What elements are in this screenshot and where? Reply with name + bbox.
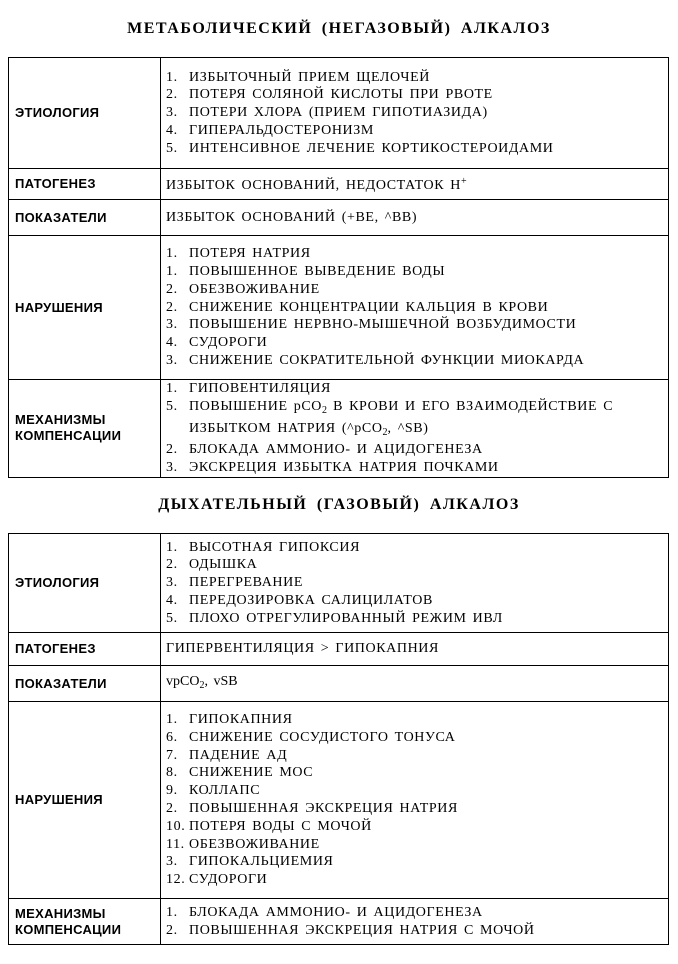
list-item: 2. СНИЖЕНИЕ КОНЦЕНТРАЦИИ КАЛЬЦИЯ В КРОВИ: [166, 299, 549, 315]
metabolic-alkalosis-table: [8, 57, 669, 478]
list-item: 5. ПЛОХО ОТРЕГУЛИРОВАННЫЙ РЕЖИМ ИВЛ: [166, 610, 503, 626]
list-item: 4. ПЕРЕДОЗИРОВКА САЛИЦИЛАТОВ: [166, 592, 433, 608]
list-item: 2. ПОВЫШЕННАЯ ЭКСКРЕЦИЯ НАТРИЯ С МОЧОЙ: [166, 922, 535, 938]
list-item: 1. ГИПОВЕНТИЛЯЦИЯ: [166, 381, 331, 396]
list-item: 5. ИНТЕНСИВНОЕ ЛЕЧЕНИЕ КОРТИКОСТЕРОИДАМИ: [166, 140, 554, 156]
table-row: [9, 200, 669, 236]
list-item: 1. ПОВЫШЕННОЕ ВЫВЕДЕНИЕ ВОДЫ: [166, 264, 446, 279]
etiology-list: [161, 58, 669, 169]
list-item: 9. КОЛЛАПС: [166, 783, 261, 799]
row-label-compensation: МЕХАНИЗМЫ КОМПЕНСАЦИИ: [9, 380, 161, 478]
list-item: 3. ПОТЕРИ ХЛОРА (ПРИЕМ ГИПОТИАЗИДА): [166, 105, 488, 121]
list-item: 6. СНИЖЕНИЕ СОСУДИСТОГО ТОНУСА: [166, 729, 456, 745]
indicators-text: ИЗБЫТОК ОСНОВАНИЙ (+BE, ^BB): [161, 200, 669, 236]
table-row: [9, 666, 669, 702]
table-row: [9, 380, 669, 478]
pathogenesis-text: ГИПЕРВЕНТИЛЯЦИЯ > ГИПОКАПНИЯ: [161, 633, 669, 666]
row-label-disorders: НАРУШЕНИЯ: [9, 702, 161, 899]
list-item: 3. ЭКСКРЕЦИЯ ИЗБЫТКА НАТРИЯ ПОЧКАМИ: [166, 460, 499, 476]
row-label-etiology: ЭТИОЛОГИЯ: [9, 58, 161, 169]
list-item: 1. ПОТЕРЯ НАТРИЯ: [166, 246, 311, 262]
pathogenesis-text: ИЗБЫТОК ОСНОВАНИЙ, НЕДОСТАТОК Н+: [161, 169, 669, 200]
list-item: 1. ИЗБЫТОЧНЫЙ ПРИЕМ ЩЕЛОЧЕЙ: [166, 69, 430, 85]
list-item: 10. ПОТЕРЯ ВОДЫ С МОЧОЙ: [166, 818, 372, 834]
table-row: [9, 702, 669, 899]
list-item: 2. ПОТЕРЯ СОЛЯНОЙ КИСЛОТЫ ПРИ РВОТЕ: [166, 87, 493, 103]
list-item: 12. СУДОРОГИ: [166, 872, 268, 888]
compensation-list: [161, 899, 669, 945]
row-label-pathogenesis: ПАТОГЕНЕЗ: [9, 169, 161, 200]
table-row: [9, 899, 669, 945]
list-item: 2. ОДЫШКА: [166, 557, 258, 573]
respiratory-alkalosis-title: ДЫХАТЕЛЬНЫЙ (ГАЗОВЫЙ) АЛКАЛОЗ: [158, 496, 520, 513]
table-row: [9, 534, 669, 633]
etiology-list: [161, 534, 669, 633]
list-item: 3. ГИПОКАЛЬЦИЕМИЯ: [166, 854, 334, 870]
list-item: 2. БЛОКАДА АММОНИО- И АЦИДОГЕНЕЗА: [166, 442, 483, 458]
list-item: 3. ПЕРЕГРЕВАНИЕ: [166, 575, 303, 591]
list-item: 7. ПАДЕНИЕ АД: [166, 747, 288, 763]
row-label-pathogenesis: ПАТОГЕНЕЗ: [9, 633, 161, 666]
row-label-indicators: ПОКАЗАТЕЛИ: [9, 666, 161, 702]
table-row: [9, 169, 669, 200]
table-row: [9, 58, 669, 169]
respiratory-alkalosis-table: [8, 533, 669, 945]
list-item: 5. ПОВЫШЕНИЕ pCO$_2$ В КРОВИ И ЕГО ВЗАИМОДЕЙСТВИЕ С ИЗБЫТКОМ НАТРИЯ (^pCO$_2$, ^SB): [166, 398, 614, 438]
disorders-list: [161, 236, 669, 380]
list-item: 8. СНИЖЕНИЕ МОС: [166, 765, 314, 781]
table-row: [9, 633, 669, 666]
list-item: 1. ГИПОКАПНИЯ: [166, 712, 293, 728]
row-label-compensation: МЕХАНИЗМЫ КОМПЕНСАЦИИ: [9, 899, 161, 945]
list-item: 2. ПОВЫШЕННАЯ ЭКСКРЕЦИЯ НАТРИЯ: [166, 801, 458, 816]
list-item: 4. СУДОРОГИ: [166, 335, 268, 351]
list-item: 3. ПОВЫШЕНИЕ НЕРВНО-МЫШЕЧНОЙ ВОЗБУДИМОСТИ: [166, 317, 577, 333]
disorders-list: [161, 702, 669, 899]
compensation-list: [161, 380, 669, 478]
list-item: 1. БЛОКАДА АММОНИО- И АЦИДОГЕНЕЗА: [166, 904, 483, 920]
list-item: 1. ВЫСОТНАЯ ГИПОКСИЯ: [166, 539, 361, 555]
list-item: 4. ГИПЕРАЛЬДОСТЕРОНИЗМ: [166, 122, 374, 138]
row-label-etiology: ЭТИОЛОГИЯ: [9, 534, 161, 633]
list-item: 2. ОБЕЗВОЖИВАНИЕ: [166, 281, 320, 297]
list-item: 3. СНИЖЕНИЕ СОКРАТИТЕЛЬНОЙ ФУНКЦИИ МИОКАРДА: [166, 352, 585, 368]
table-row: [9, 236, 669, 380]
row-label-disorders: НАРУШЕНИЯ: [9, 236, 161, 380]
list-item: 11. ОБЕЗВОЖИВАНИЕ: [166, 836, 320, 852]
indicators-text: vpCO$_2$, vSB: [161, 666, 669, 702]
row-label-indicators: ПОКАЗАТЕЛИ: [9, 200, 161, 236]
metabolic-alkalosis-title: МЕТАБОЛИЧЕСКИЙ (НЕГАЗОВЫЙ) АЛКАЛОЗ: [127, 20, 551, 37]
